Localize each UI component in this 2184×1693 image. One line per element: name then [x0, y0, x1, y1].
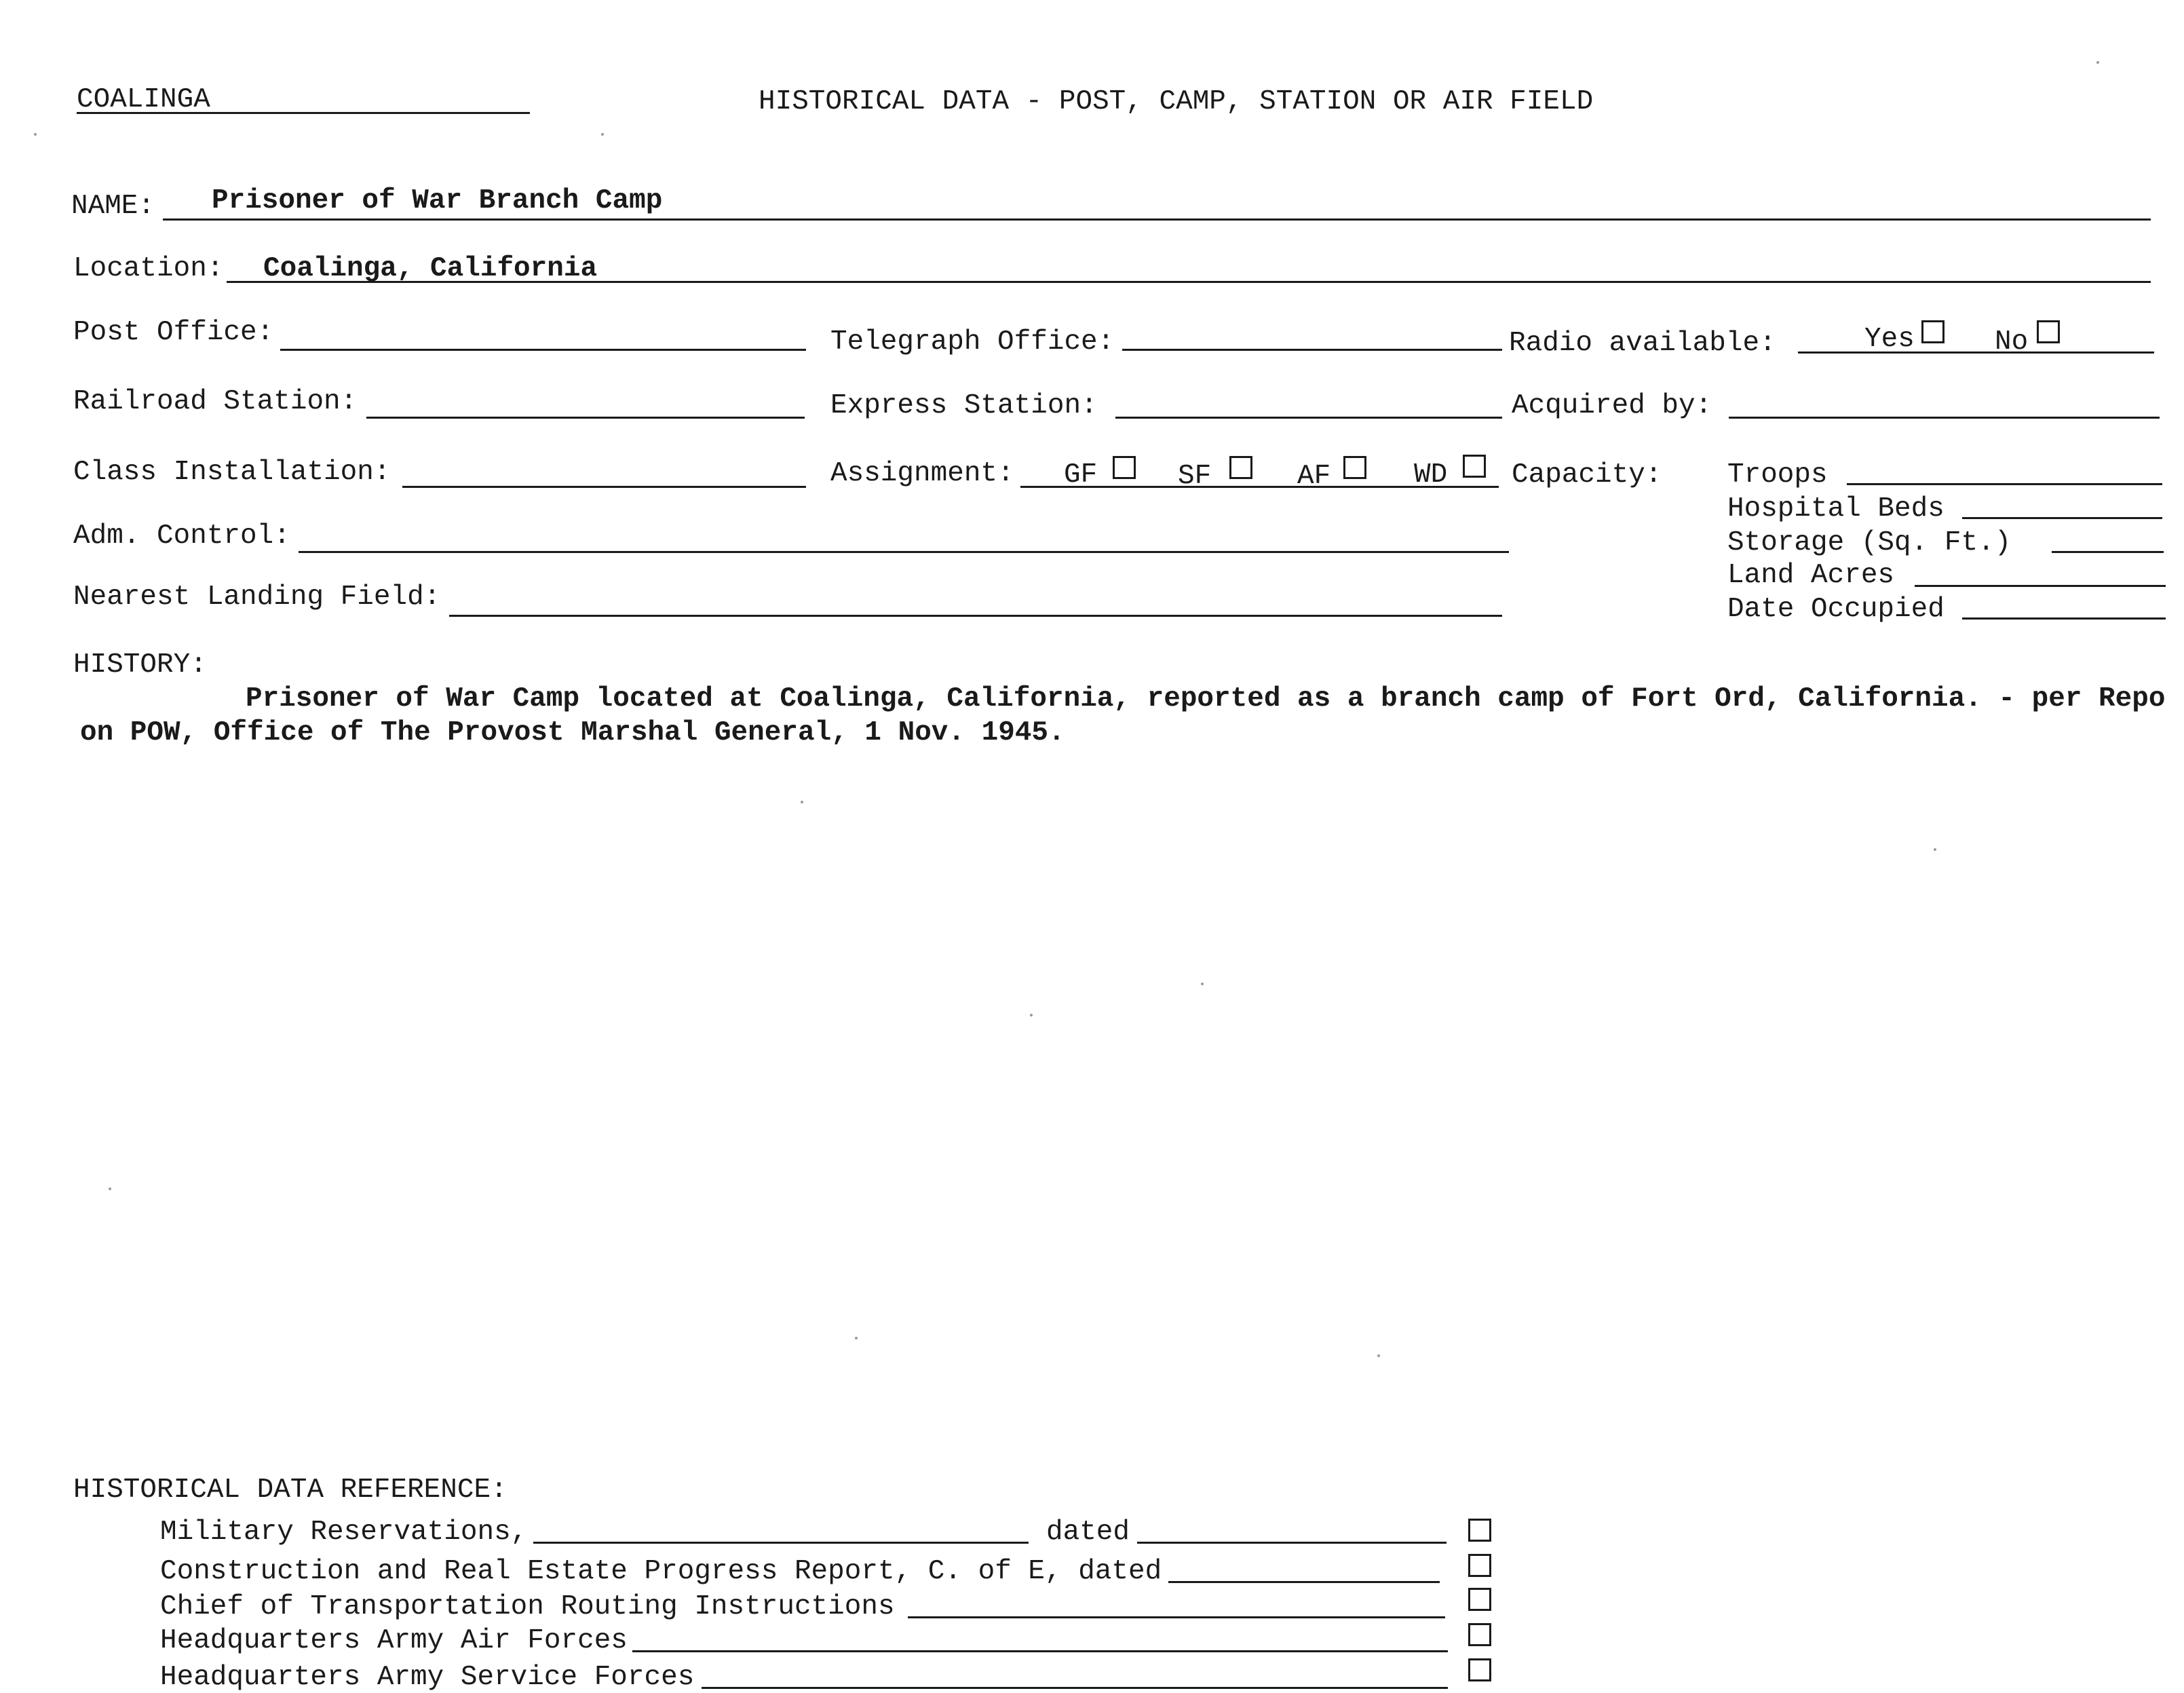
ref-military-dated: dated [1046, 1517, 1130, 1548]
railroad-station-label: Railroad Station: [73, 386, 358, 417]
capacity-troops-field[interactable] [1847, 483, 2162, 485]
assignment-wd-checkbox[interactable] [1463, 455, 1486, 478]
history-line-1: Prisoner of War Camp located at Coalinga, California, reported as a branch camp of Fort Ord, California. - per Repo [246, 683, 2166, 715]
capacity-land-acres-label: Land Acres [1727, 560, 1895, 591]
nearest-landing-field-label: Nearest Landing Field: [73, 582, 441, 613]
scan-speck [2096, 61, 2099, 64]
ref-hq-army-service: Headquarters Army Service Forces [160, 1662, 695, 1693]
radio-available-underline [1798, 351, 2154, 354]
ref-construction-field[interactable] [1168, 1581, 1440, 1583]
scan-speck [1030, 1014, 1033, 1016]
adm-control-field[interactable] [299, 551, 1509, 553]
express-station-field[interactable] [1115, 417, 1502, 419]
capacity-hospital-beds-field[interactable] [1962, 517, 2162, 519]
capacity-storage-label: Storage (Sq. Ft.) [1727, 527, 2012, 558]
assignment-sf-checkbox[interactable] [1229, 456, 1252, 479]
form-title: HISTORICAL DATA - POST, CAMP, STATION OR AIR FIELD [759, 86, 1594, 117]
scan-speck [601, 133, 604, 136]
acquired-by-field[interactable] [1729, 417, 2160, 419]
assignment-sf-label: SF [1178, 461, 1212, 492]
scan-speck [1377, 1354, 1380, 1357]
scan-speck [801, 801, 803, 803]
ref-military-dated-field[interactable] [1137, 1542, 1447, 1544]
ref-chief-transportation: Chief of Transportation Routing Instructions [160, 1591, 895, 1622]
scan-speck [34, 133, 37, 136]
class-installation-field[interactable] [402, 486, 806, 488]
ref-construction-report: Construction and Real Estate Progress Report, C. of E, dated [160, 1556, 1162, 1587]
camp-code: COALINGA [77, 84, 210, 115]
name-label: NAME: [71, 191, 155, 222]
location-label: Location: [73, 253, 224, 284]
assignment-gf-checkbox[interactable] [1113, 456, 1136, 479]
ref-construction-checkbox[interactable] [1468, 1554, 1491, 1577]
assignment-gf-label: GF [1064, 459, 1098, 491]
scan-speck [1201, 983, 1204, 985]
ref-chief-transportation-checkbox[interactable] [1468, 1588, 1491, 1611]
radio-yes-checkbox[interactable] [1921, 320, 1944, 343]
radio-no-checkbox[interactable] [2037, 320, 2060, 343]
capacity-troops-label: Troops [1727, 459, 1828, 491]
assignment-af-checkbox[interactable] [1343, 456, 1366, 479]
acquired-by-label: Acquired by: [1512, 390, 1712, 421]
nearest-landing-field-field[interactable] [449, 615, 1502, 617]
ref-chief-transportation-field[interactable] [908, 1616, 1445, 1618]
history-label: HISTORY: [73, 649, 207, 681]
ref-military-checkbox[interactable] [1468, 1519, 1491, 1542]
radio-yes-label: Yes [1864, 324, 1915, 355]
assignment-af-label: AF [1297, 461, 1331, 492]
adm-control-label: Adm. Control: [73, 520, 290, 552]
ref-hq-army-air-checkbox[interactable] [1468, 1623, 1491, 1646]
capacity-land-acres-field[interactable] [1915, 585, 2166, 587]
radio-available-label: Radio available: [1509, 328, 1776, 359]
name-value: Prisoner of War Branch Camp [212, 185, 663, 216]
telegraph-office-label: Telegraph Office: [830, 326, 1115, 358]
capacity-label: Capacity: [1512, 459, 1662, 491]
ref-hq-army-service-field[interactable] [702, 1687, 1448, 1689]
reference-label: HISTORICAL DATA REFERENCE: [73, 1475, 507, 1506]
ref-hq-army-service-checkbox[interactable] [1468, 1658, 1491, 1681]
telegraph-office-field[interactable] [1122, 349, 1502, 351]
assignment-wd-label: WD [1414, 459, 1448, 491]
ref-military-reservations-field[interactable] [533, 1542, 1029, 1544]
capacity-hospital-beds-label: Hospital Beds [1727, 493, 1944, 525]
capacity-date-occupied-field[interactable] [1962, 617, 2166, 620]
post-office-label: Post Office: [73, 317, 274, 348]
assignment-label: Assignment: [830, 458, 1014, 489]
express-station-label: Express Station: [830, 390, 1098, 421]
ref-hq-army-air-field[interactable] [632, 1650, 1448, 1652]
ref-hq-army-air: Headquarters Army Air Forces [160, 1625, 628, 1656]
camp-code-underline [77, 112, 530, 114]
name-field[interactable] [163, 218, 2151, 221]
history-line-2: on POW, Office of The Provost Marshal General, 1 Nov. 1945. [80, 717, 1065, 748]
capacity-storage-field[interactable] [2052, 551, 2164, 553]
class-installation-label: Class Installation: [73, 457, 391, 488]
scan-speck [109, 1187, 111, 1190]
scan-speck [855, 1337, 858, 1339]
railroad-station-field[interactable] [366, 417, 805, 419]
scan-speck [1934, 848, 1936, 851]
capacity-date-occupied-label: Date Occupied [1727, 594, 1944, 625]
location-value: Coalinga, California [263, 253, 598, 284]
radio-no-label: No [1995, 326, 2029, 358]
ref-military-reservations: Military Reservations, [160, 1517, 528, 1548]
post-office-field[interactable] [280, 349, 806, 351]
